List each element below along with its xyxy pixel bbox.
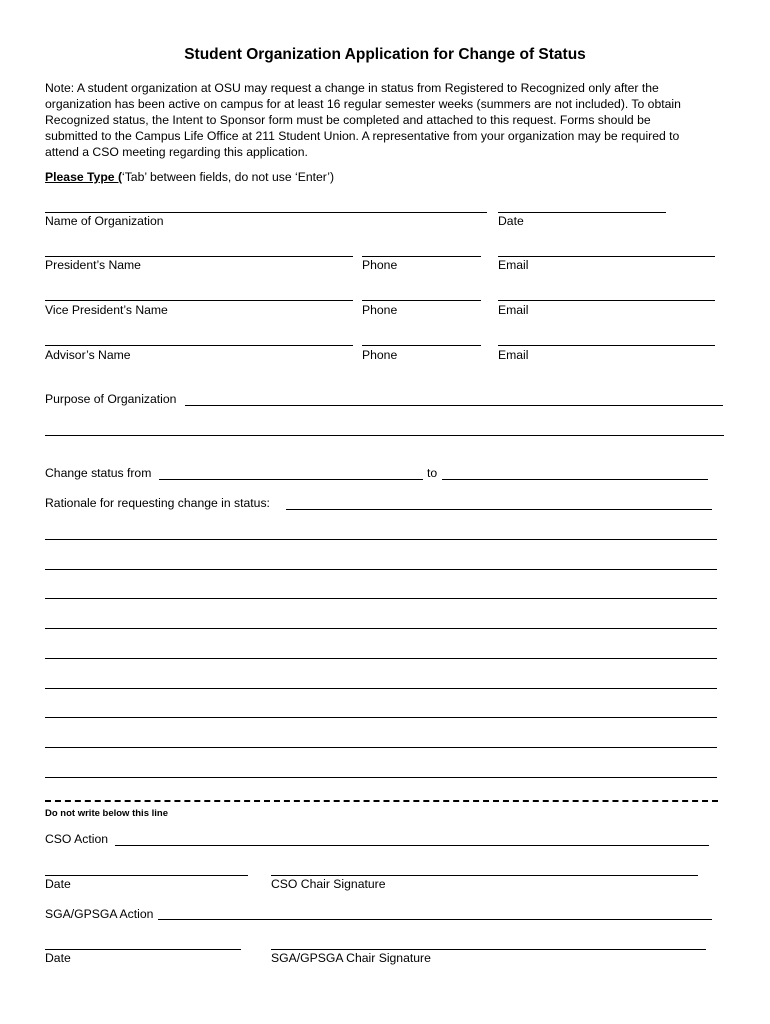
rationale-line[interactable]: [45, 688, 717, 689]
president-phone-field[interactable]: [362, 256, 481, 257]
cso-action-field[interactable]: [115, 845, 709, 846]
president-name-label: President’s Name: [45, 258, 141, 272]
advisor-email-label: Email: [498, 348, 529, 362]
sga-action-label: SGA/GPSGA Action: [45, 907, 154, 921]
rationale-line[interactable]: [45, 747, 717, 748]
vp-email-field[interactable]: [498, 300, 715, 301]
to-label: to: [427, 466, 438, 480]
please-type-label: Please Type (: [45, 170, 122, 184]
vp-email-label: Email: [498, 303, 529, 317]
change-from-field[interactable]: [159, 479, 423, 480]
purpose-label: Purpose of Organization: [45, 392, 177, 406]
rationale-label: Rationale for requesting change in status:: [45, 496, 270, 510]
note-line: attend a CSO meeting regarding this application.: [45, 145, 308, 159]
rationale-line[interactable]: [45, 539, 717, 540]
rationale-line[interactable]: [45, 658, 717, 659]
cso-date-field[interactable]: [45, 875, 248, 876]
rationale-line[interactable]: [45, 628, 717, 629]
president-email-field[interactable]: [498, 256, 715, 257]
org-name-label: Name of Organization: [45, 214, 164, 228]
typing-instructions: [45, 170, 334, 184]
cso-date-label: Date: [45, 877, 71, 891]
vp-name-label: Vice President’s Name: [45, 303, 168, 317]
rationale-field[interactable]: [286, 509, 712, 510]
do-not-write-note: Do not write below this line: [45, 808, 168, 819]
advisor-email-field[interactable]: [498, 345, 715, 346]
rationale-line[interactable]: [45, 717, 717, 718]
cut-divider: [45, 800, 718, 802]
sga-action-field[interactable]: [158, 919, 712, 920]
advisor-name-label: Advisor’s Name: [45, 348, 131, 362]
advisor-phone-field[interactable]: [362, 345, 481, 346]
advisor-phone-label: Phone: [362, 348, 398, 362]
rationale-line[interactable]: [45, 598, 717, 599]
change-from-label: Change status from: [45, 466, 152, 480]
sga-date-label: Date: [45, 951, 71, 965]
advisor-name-field[interactable]: [45, 345, 353, 346]
cso-chair-signature-label: CSO Chair Signature: [271, 877, 386, 891]
note-paragraph: [45, 80, 735, 160]
rationale-line[interactable]: [45, 777, 717, 778]
note-line: organization has been active on campus for at least 16 regular semester weeks (summers are not included). To obtain: [45, 97, 681, 111]
rationale-line[interactable]: [45, 569, 717, 570]
president-phone-label: Phone: [362, 258, 398, 272]
note-line: submitted to the Campus Life Office at 211 Student Union. A representative from your organization may be required to: [45, 129, 680, 143]
president-email-label: Email: [498, 258, 529, 272]
date-label: Date: [498, 214, 524, 228]
cso-action-label: CSO Action: [45, 832, 108, 846]
president-name-field[interactable]: [45, 256, 353, 257]
form-title: Student Organization Application for Change of Status: [184, 46, 586, 63]
note-line: Recognized status, the Intent to Sponsor form must be completed and attached to this request. Forms should be: [45, 113, 651, 127]
note-line: Note: A student organization at OSU may request a change in status from Registered to Recognized only after the: [45, 81, 659, 95]
change-to-field[interactable]: [442, 479, 708, 480]
vp-phone-field[interactable]: [362, 300, 481, 301]
sga-date-field[interactable]: [45, 949, 241, 950]
tab-hint: ‘Tab’ between fields, do not use ‘Enter’): [122, 170, 335, 184]
date-field[interactable]: [498, 212, 666, 213]
vp-phone-label: Phone: [362, 303, 398, 317]
sga-chair-signature-label: SGA/GPSGA Chair Signature: [271, 951, 431, 965]
org-name-field[interactable]: [45, 212, 487, 213]
purpose-field[interactable]: [185, 405, 723, 406]
vp-name-field[interactable]: [45, 300, 353, 301]
purpose-field-line-2[interactable]: [45, 435, 724, 436]
cso-chair-signature-field[interactable]: [271, 875, 698, 876]
sga-chair-signature-field[interactable]: [271, 949, 706, 950]
